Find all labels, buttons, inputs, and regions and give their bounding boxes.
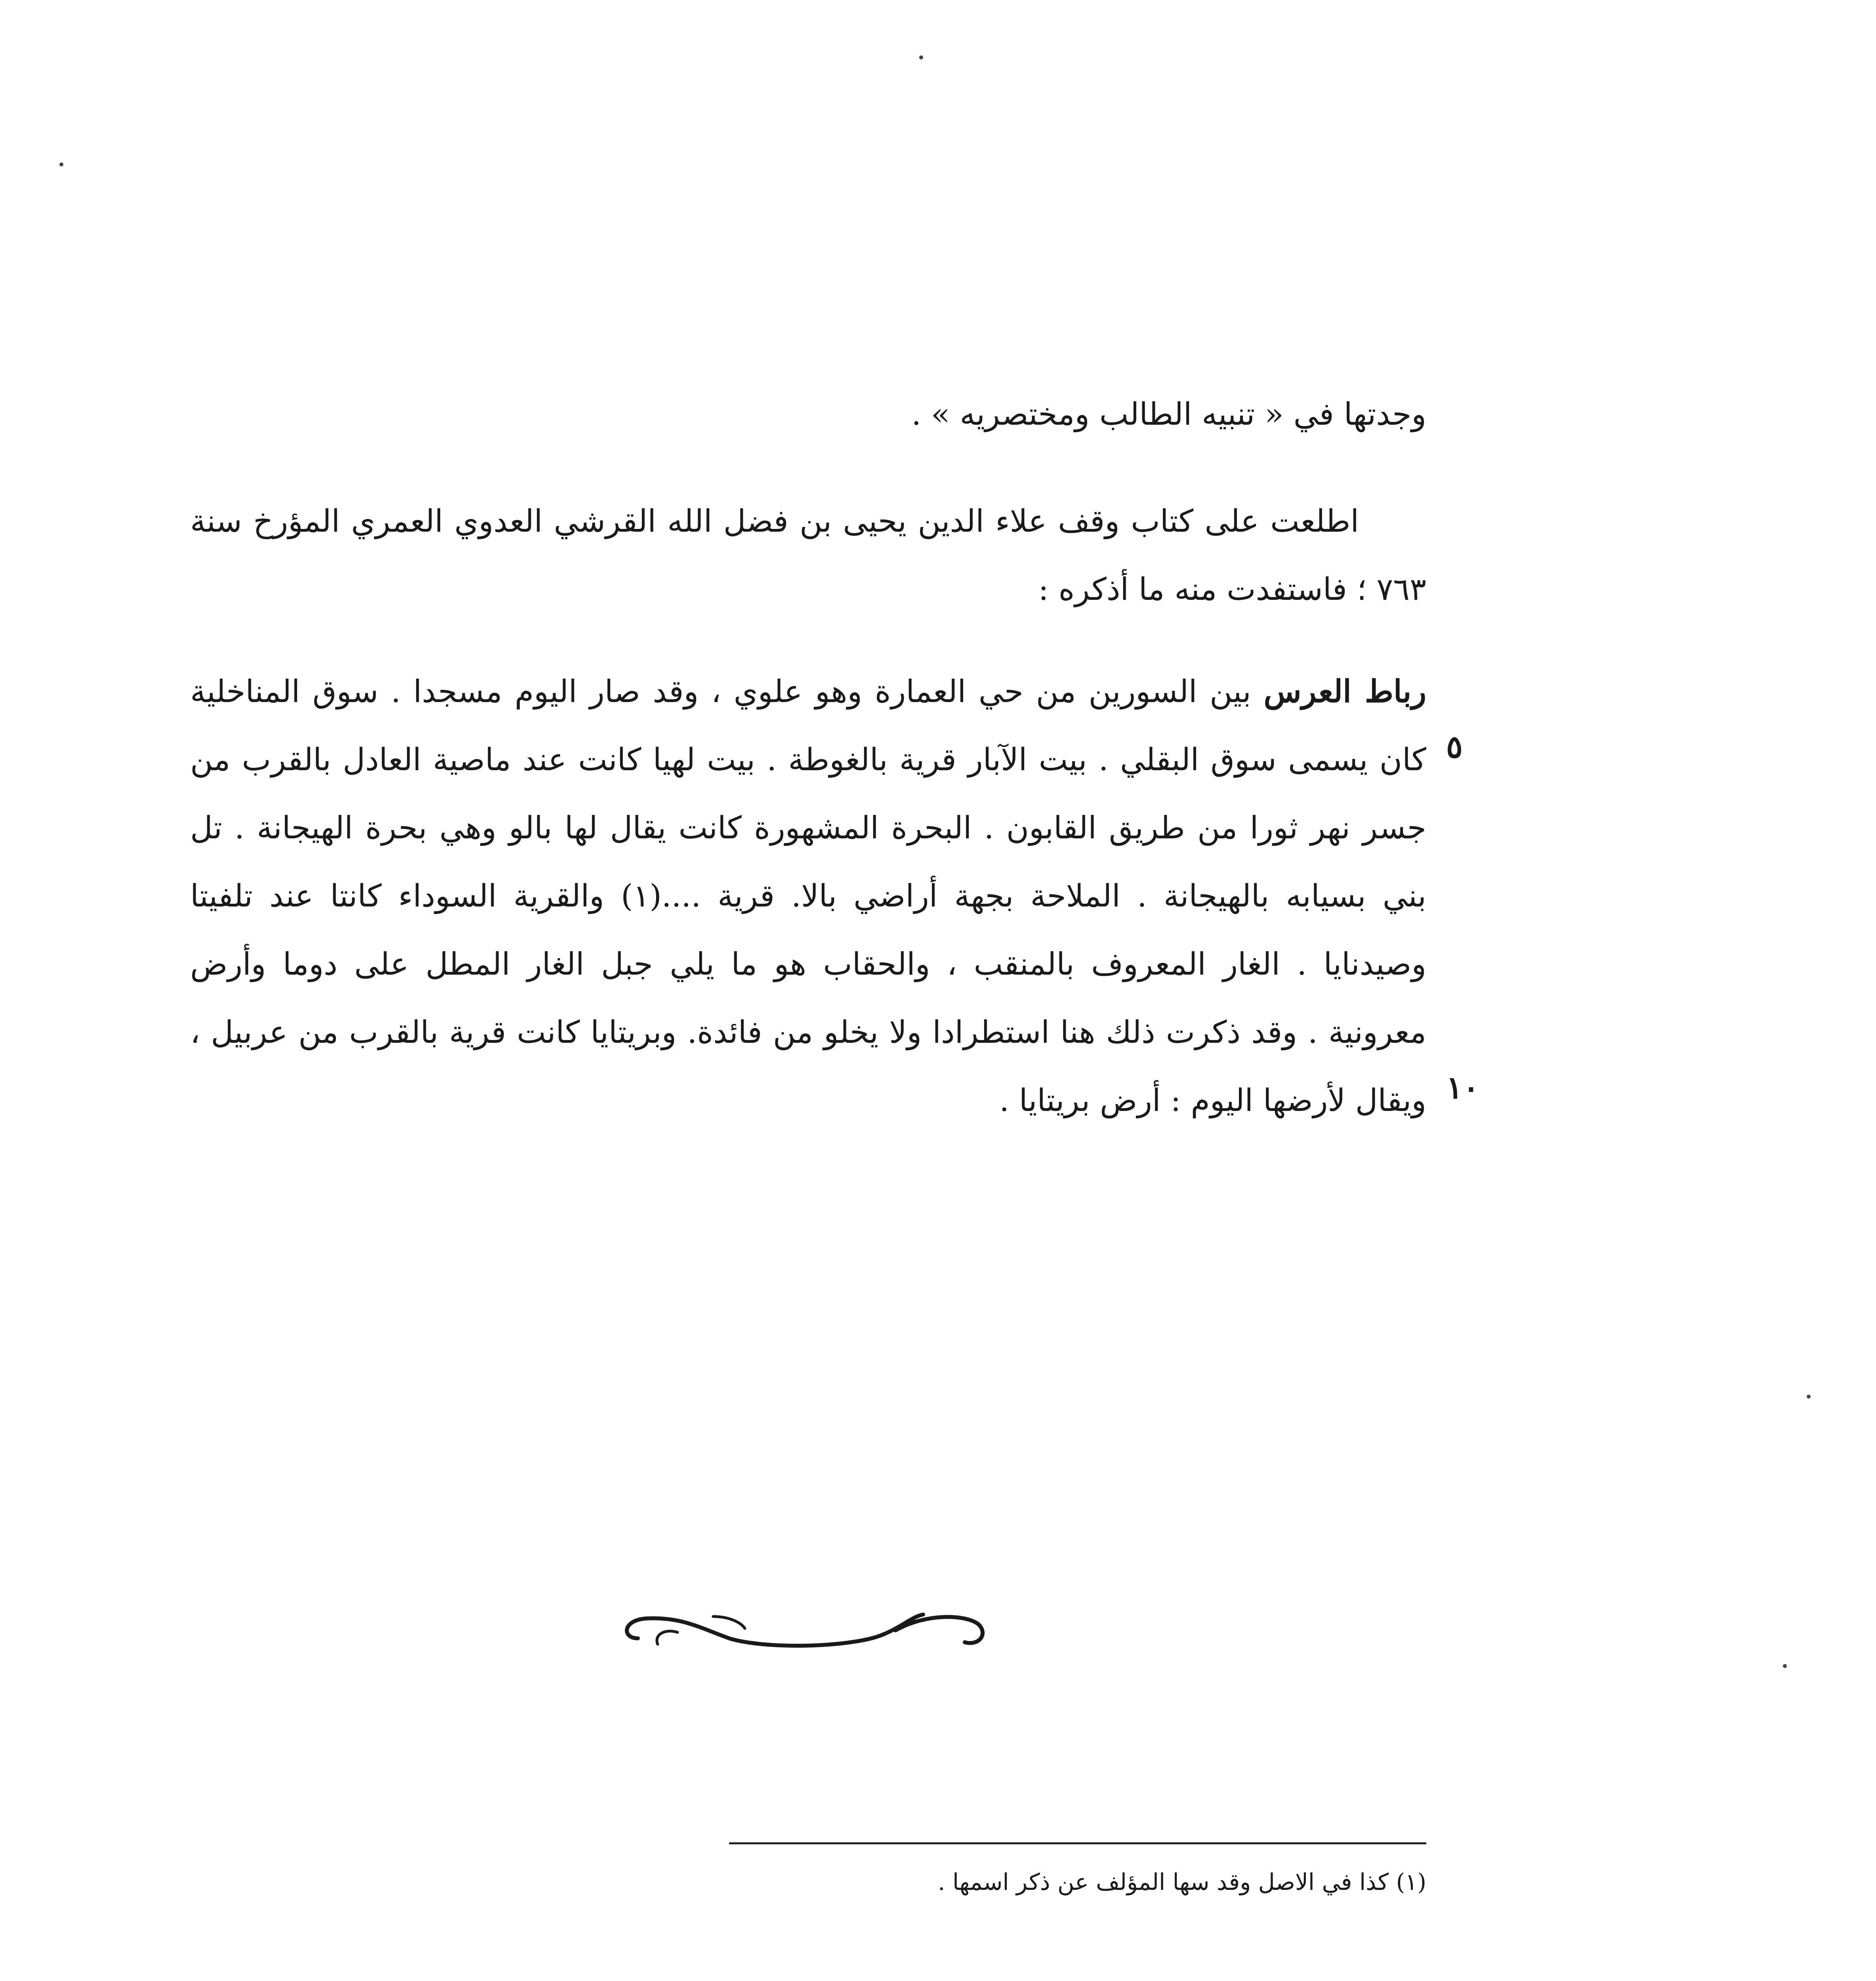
scan-speck — [1807, 1395, 1811, 1399]
scan-speck — [59, 162, 63, 166]
footnote: (١) كذا في الاصل وقد سها المؤلف عن ذكر اسمها . — [938, 1868, 1426, 1895]
line-number-5: ٥ — [1446, 729, 1463, 765]
ornament-divider — [610, 1601, 1006, 1656]
top-line-text: وجدتها في « تنبيه الطالب ومختصريه » . — [911, 397, 1426, 432]
intro-paragraph: اطلعت على كتاب وقف علاء الدين يحيى بن فضل الله القرشي العدوي العمري المؤرخ سنة ٧٦٣ ؛ فاستفدت منه ما أذكره : — [190, 504, 1426, 607]
footnote-separator — [729, 1842, 1426, 1844]
line-number-10: ١٠ — [1446, 1070, 1479, 1106]
scan-speck — [919, 55, 923, 59]
scan-speck — [1783, 1664, 1787, 1668]
paragraph-heading: رباط العرس — [1263, 674, 1427, 710]
paragraph-body: بين السورين من حي العمارة وهو علوي ، وقد صار اليوم مسجدا . سوق المناخلية كان يسمى سوق البقلي . بيت الآبار قرية بالغوطة . بيت لهيا كانت عند ماصية العادل بالقرب من جسر نهر ثورا من طريق القابون . البحرة المشهورة كانت يقال لها بالو وهي بحرة الهيجانة . تل بني بسيابه بالهيجانة . الملاحة بجهة أراضي بالا. قرية ....(١) والقرية السوداء كانتا عند تلفيتا وصيدنايا . الغار المعروف بالمنقب ، والحقاب هو ما يلي جبل الغار المطل على دوما وأرض معرونية . وقد ذكرت ذلك هنا استطرادا ولا يخلو من فائدة. وبريتايا كانت قرية بالقرب من عربيل ، ويقال لأرضها اليوم : أرض بريتايا . — [190, 674, 1427, 1118]
main-paragraph — [190, 658, 1426, 1204]
